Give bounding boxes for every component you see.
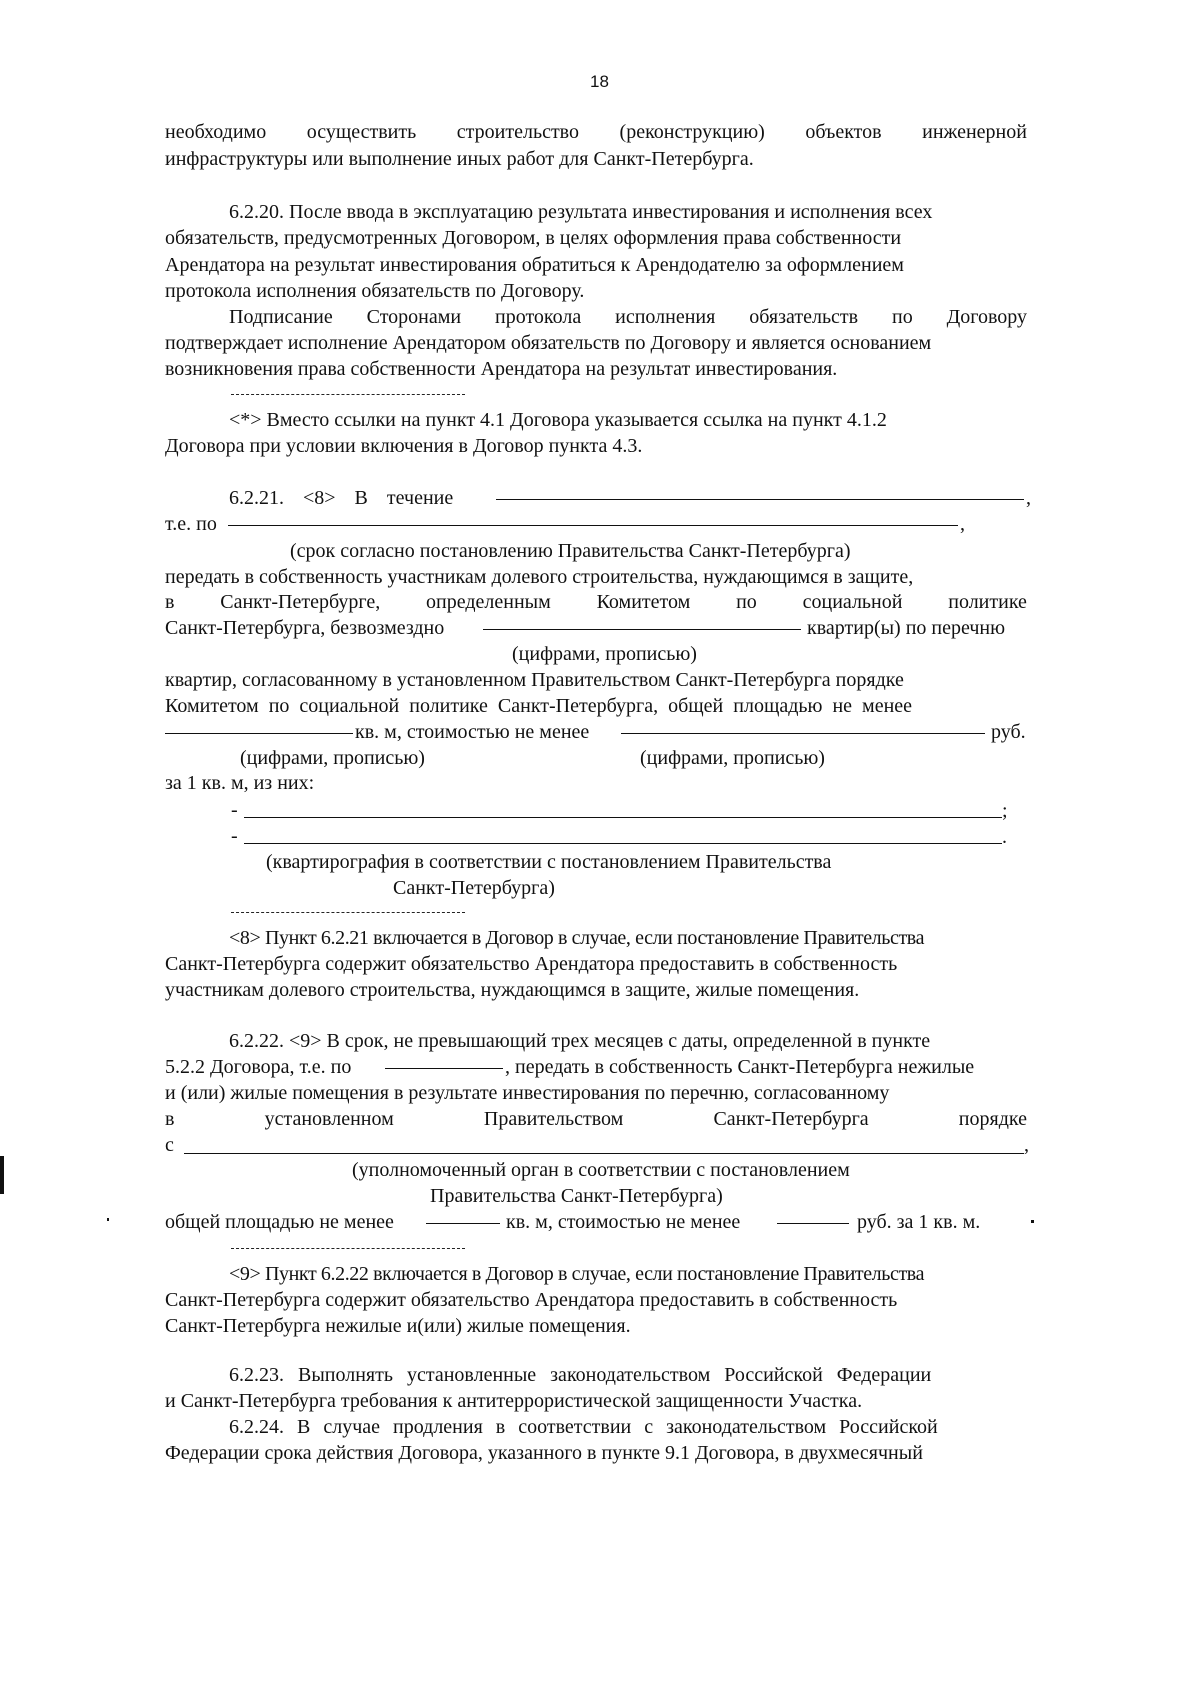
list-dash: -: [231, 825, 238, 847]
text-line: обязательств, предусмотренных Договором, в целях оформления права собственности: [165, 227, 902, 249]
text-line: Арендатора на результат инвестирования обратиться к Арендодателю за оформлением: [165, 254, 904, 276]
text-line: [165, 122, 1027, 142]
word: объектов: [805, 121, 882, 143]
footnote-separator: [231, 394, 465, 395]
word: осуществить: [306, 121, 417, 143]
text-line: руб.: [991, 721, 1026, 743]
text-line: [165, 1109, 1027, 1129]
text-line: квартир(ы) по перечню: [807, 617, 1006, 639]
punct: ,: [1026, 487, 1031, 509]
text-line: Санкт-Петербурга, безвозмездно: [165, 617, 445, 639]
text-line: , передать в собственность Санкт-Петербурга нежилые: [505, 1056, 975, 1078]
word: Санкт-Петербурга: [713, 1108, 869, 1130]
date-blank: [385, 1068, 503, 1069]
text-line: 6.2.23. Выполнять установленные законодательством Российской Федерации: [229, 1364, 932, 1386]
text-line: 6.2.21. <8> В течение: [229, 487, 454, 509]
word: Договору: [946, 306, 1027, 328]
date-blank: [228, 525, 958, 526]
apartments-count-blank: [483, 629, 801, 630]
text-line: подтверждает исполнение Арендатором обязательств по Договору и является основанием: [165, 332, 932, 354]
text-line: Санкт-Петербурга содержит обязательство Арендатора предоставить в собственность: [165, 1289, 898, 1311]
word: определенным: [426, 591, 551, 613]
text-line: 6.2.20. После ввода в эксплуатацию результата инвестирования и исполнения всех: [229, 201, 933, 223]
text-line: возникновения права собственности Арендатора на результат инвестирования.: [165, 358, 838, 380]
word: установленном: [264, 1108, 394, 1130]
text-line: т.е. по: [165, 513, 217, 535]
field-hint: Санкт-Петербурга): [393, 877, 555, 899]
text-line: кв. м, стоимостью не менее: [355, 721, 590, 743]
word: Комитетом: [596, 591, 691, 613]
text-line: инфраструктуры или выполнение иных работ для Санкт-Петербурга.: [165, 148, 754, 170]
footnote-separator: [231, 1248, 465, 1249]
scan-dot: [1031, 1220, 1034, 1223]
term-blank: [496, 499, 1024, 500]
text-line: Санкт-Петербурга содержит обязательство Арендатора предоставить в собственность: [165, 953, 898, 975]
word: политике: [948, 591, 1027, 613]
punct: ,: [960, 513, 965, 535]
word: в: [165, 591, 175, 613]
text-line: кв. м, стоимостью не менее: [506, 1211, 741, 1233]
word: по: [736, 591, 757, 613]
word: Подписание: [229, 306, 333, 328]
text-line: общей площадью не менее: [165, 1211, 394, 1233]
area-blank: [426, 1223, 500, 1224]
text-line: [229, 307, 1027, 327]
page-number: 18: [590, 72, 609, 91]
text-line: Комитетом по социальной политике Санкт-Петербурга, общей площадью не менее: [165, 695, 913, 717]
field-hint: Правительства Санкт-Петербурга): [430, 1185, 723, 1207]
word: инженерной: [922, 121, 1027, 143]
punct: ,: [1024, 1134, 1029, 1156]
field-hint: (цифрами, прописью): [240, 747, 425, 769]
scan-mark: [0, 1156, 4, 1194]
footnote-separator: [231, 912, 465, 913]
text-line: <*> Вместо ссылки на пункт 4.1 Договора указывается ссылка на пункт 4.1.2: [229, 409, 887, 431]
word: исполнения: [615, 306, 716, 328]
text-line: 6.2.22. <9> В срок, не превышающий трех месяцев с даты, определенной в пункте: [229, 1030, 931, 1052]
text-line: за 1 кв. м, из них:: [165, 772, 315, 794]
text-line: протокола исполнения обязательств по Договору.: [165, 280, 585, 302]
word: порядке: [958, 1108, 1027, 1130]
word: социальной: [802, 591, 903, 613]
field-hint: (уполномоченный орган в соответствии с постановлением: [352, 1159, 850, 1181]
text-line: <9> Пункт 6.2.22 включается в Договор в случае, если постановление Правительства: [229, 1263, 925, 1285]
text-line: 5.2.2 Договора, т.е. по: [165, 1056, 352, 1078]
word: протокола: [495, 306, 582, 328]
text-line: и (или) жилые помещения в результате инвестирования по перечню, согласованному: [165, 1082, 890, 1104]
word: Правительством: [483, 1108, 624, 1130]
authority-blank: [184, 1153, 1024, 1154]
area-blank: [165, 733, 353, 734]
text-line: передать в собственность участникам долевого строительства, нуждающимся в защите,: [165, 566, 914, 588]
word: необходимо: [165, 121, 267, 143]
text-line: [165, 592, 1027, 612]
word: обязательств: [749, 306, 859, 328]
text-line: руб. за 1 кв. м.: [857, 1211, 981, 1233]
text-line: квартир, согласованному в установленном Правительством Санкт-Петербурга порядке: [165, 669, 904, 691]
word: Санкт-Петербурге,: [220, 591, 381, 613]
text-line: участникам долевого строительства, нуждающимся в защите, жилые помещения.: [165, 979, 860, 1001]
apartment-type-blank: [244, 817, 1002, 818]
text-line: Федерации срока действия Договора, указанного в пункте 9.1 Договора, в двухмесячный: [165, 1442, 923, 1464]
field-hint: (квартирография в соответствии с постановлением Правительства: [266, 851, 832, 873]
price-blank: [621, 733, 985, 734]
text-line: <8> Пункт 6.2.21 включается в Договор в случае, если постановление Правительства: [229, 927, 925, 949]
field-hint: (срок согласно постановлению Правительства Санкт-Петербурга): [290, 540, 851, 562]
word: строительство: [456, 121, 579, 143]
text-line: с: [165, 1134, 174, 1156]
text-line: Санкт-Петербурга нежилые и(или) жилые помещения.: [165, 1315, 631, 1337]
word: по: [892, 306, 913, 328]
field-hint: (цифрами, прописью): [640, 747, 825, 769]
apartment-type-blank: [244, 843, 1002, 844]
text-line: и Санкт-Петербурга требования к антитеррористической защищенности Участка.: [165, 1390, 863, 1412]
text-line: Договора при условии включения в Договор пункта 4.3.: [165, 435, 643, 457]
text-line: 6.2.24. В случае продления в соответствии с законодательством Российской: [229, 1416, 938, 1438]
word: (реконструкцию): [619, 121, 765, 143]
punct: ;: [1002, 800, 1008, 822]
punct: .: [1002, 826, 1007, 848]
word: Сторонами: [366, 306, 462, 328]
price-blank: [777, 1223, 849, 1224]
scan-dot: [107, 1218, 109, 1221]
word: в: [165, 1108, 175, 1130]
list-dash: -: [231, 799, 238, 821]
field-hint: (цифрами, прописью): [512, 643, 697, 665]
